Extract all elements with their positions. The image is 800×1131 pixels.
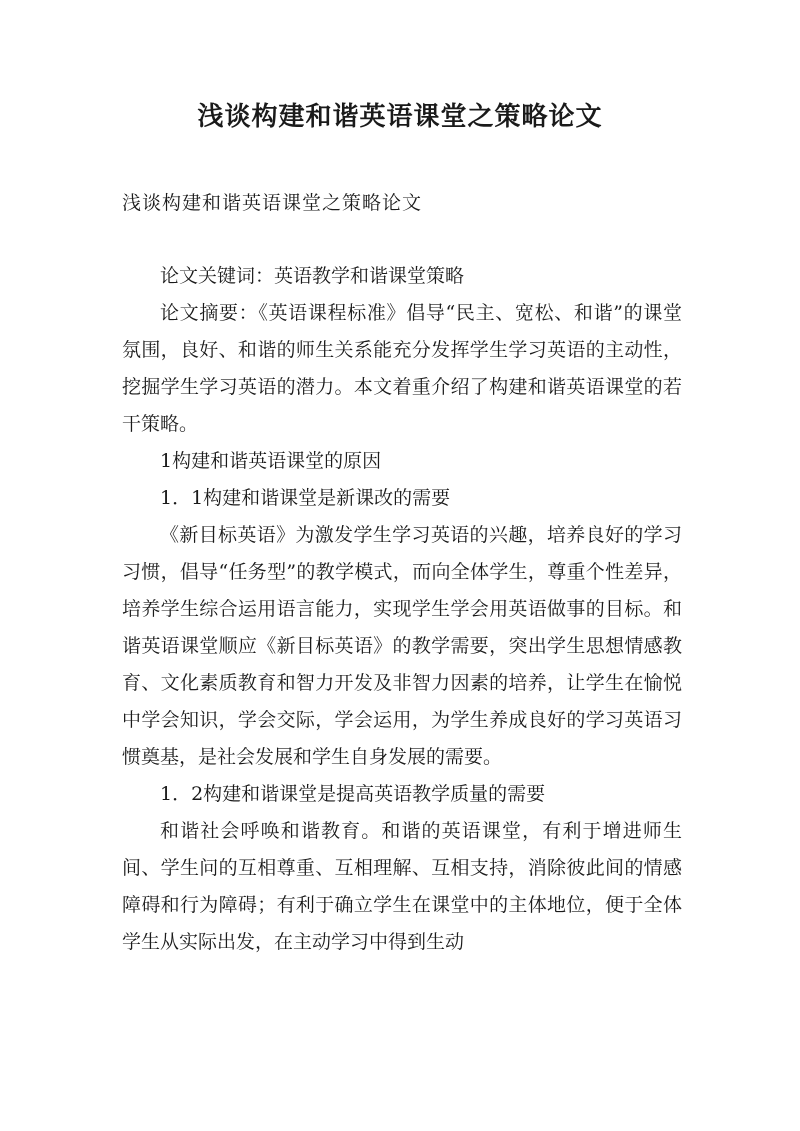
- document-title: 浅谈构建和谐英语课堂之策略论文: [197, 102, 603, 132]
- body-paragraph: 《新目标英语》为激发学生学习英语的兴趣，培养良好的学习习惯，倡导“任务型”的教学模式，而向全体学生，尊重个性差异，培养学生综合运用语言能力，实现学生学会用英语做事的目标。和谐英语课堂顺应《新目标英语》的教学需要，突出学生思想情感教育、文化素质教育和智力开发及非智力因素的培养，让学生在愉悦中学会知识，学会交际，学会运用，为学生养成良好的学习英语习惯奠基，是社会发展和学生自身发展的需要。: [122, 524, 682, 768]
- document-subtitle: 浅谈构建和谐英语课堂之策略论文: [122, 192, 423, 214]
- subsection-heading-1-1: 1．1构建和谐课堂是新课改的需要: [160, 487, 451, 509]
- abstract-paragraph: 论文摘要：《英语课程标准》倡导“民主、宽松、和谐”的课堂氛围，良好、和谐的师生关系能充分发挥学生学习英语的主动性，挖掘学生学习英语的潜力。本文着重介绍了构建和谐英语课堂的若干策略。: [122, 302, 682, 435]
- section-heading-1: 1构建和谐英语课堂的原因: [160, 450, 382, 472]
- document-body: [122, 258, 682, 961]
- body-paragraph: 和谐社会呼唤和谐教育。和谐的英语课堂，有利于增进师生间、学生问的互相尊重、互相理解、互相支持，消除彼此间的情感障碍和行为障碍；有利于确立学生在课堂中的主体地位，便于全体学生从实际出发，在主动学习中得到生动: [122, 820, 682, 953]
- keywords-paragraph: 论文关键词：英语教学和谐课堂策略: [160, 265, 465, 287]
- subsection-heading-1-2: 1．2构建和谐课堂是提高英语教学质量的需要: [160, 783, 546, 805]
